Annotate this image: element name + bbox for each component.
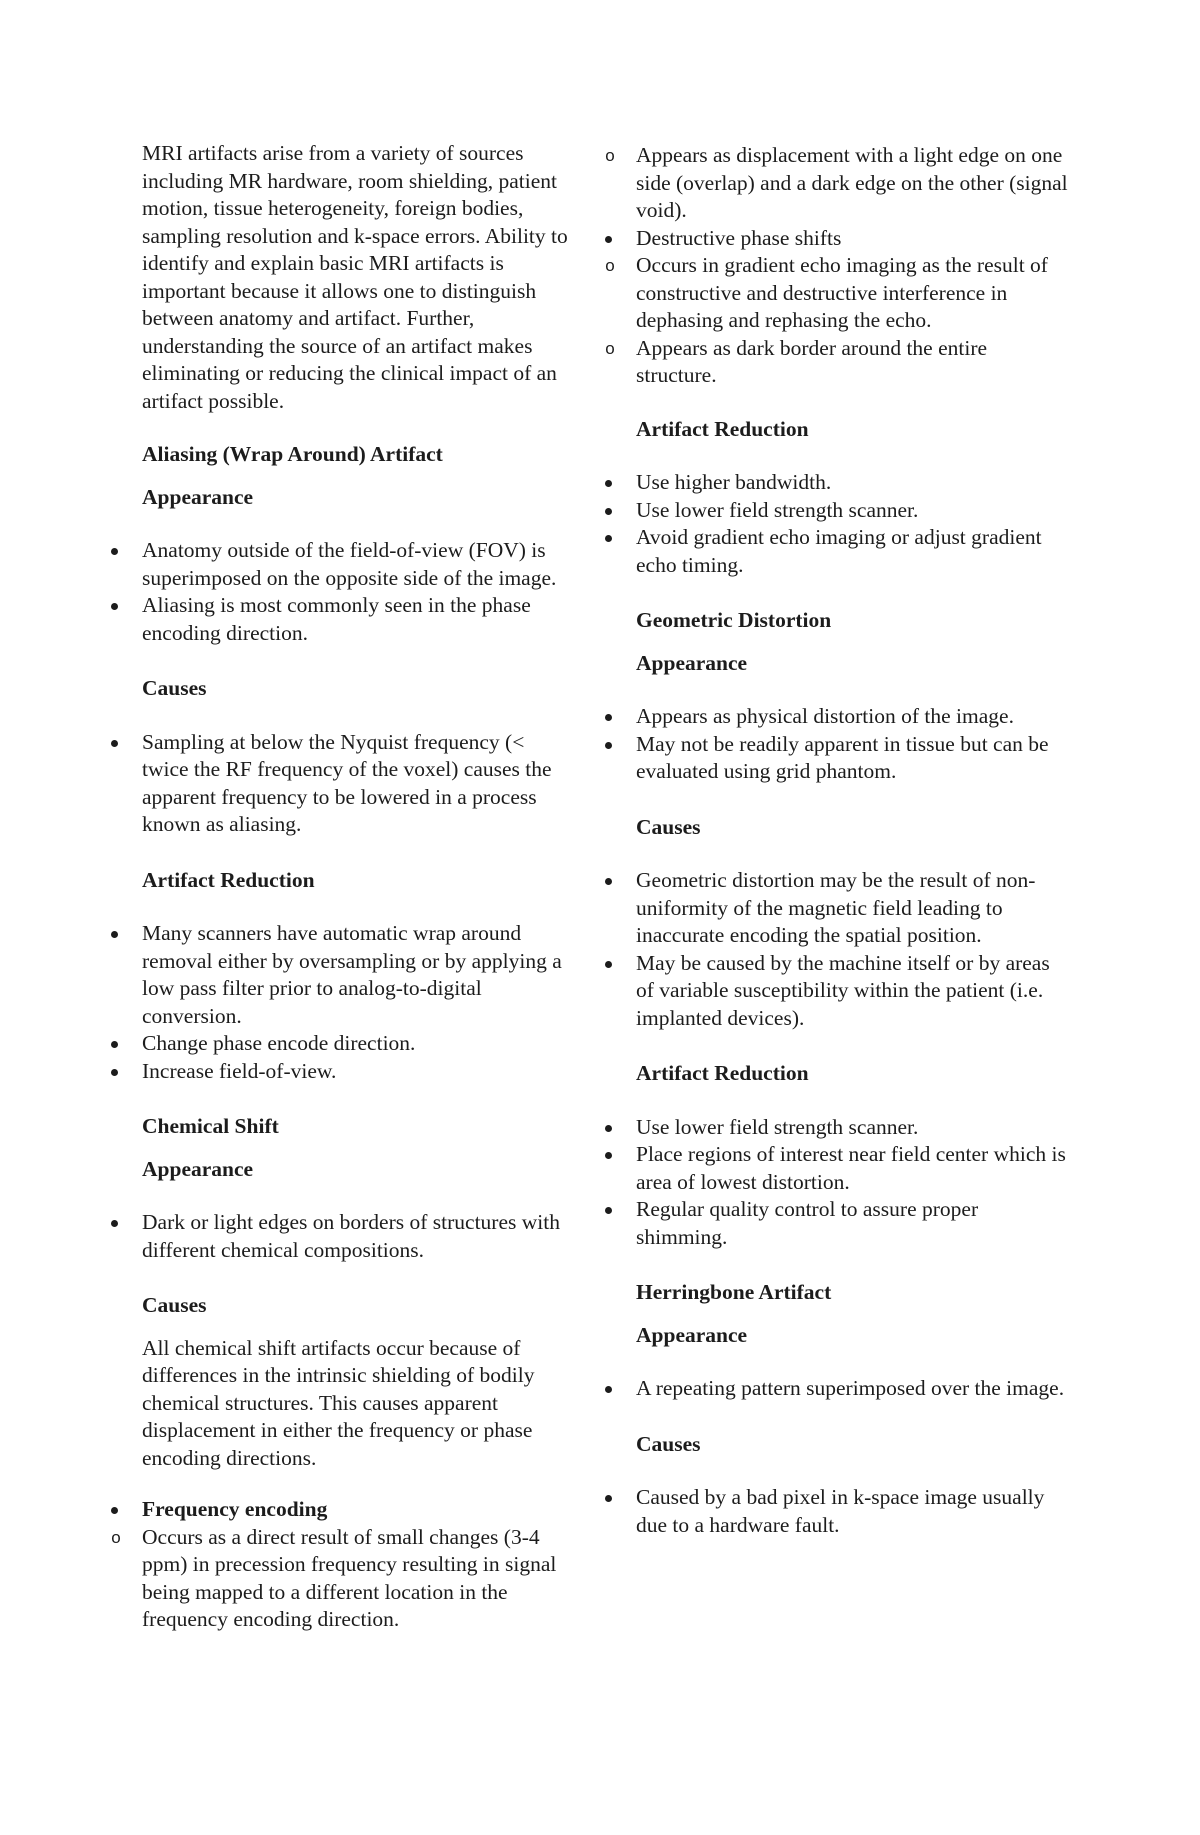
chemical-causes-text: All chemical shift artifacts occur because of differences in the intrinsic shielding of bodily chemical structures. This causes apparent displacement in either the frequency or phase encoding directions. [142, 1335, 535, 1470]
aliasing-appearance-heading: Appearance [142, 484, 254, 509]
list-item: Appears as physical distortion of the image. [636, 704, 1014, 728]
list-item: o Occurs in gradient echo imaging as the result of constructive and destructive interference in dephasing and rephasing the echo. [600, 252, 1070, 335]
herringbone-causes-list [600, 1484, 1070, 1539]
herringbone-appearance-list [600, 1375, 1070, 1403]
list-item: Frequency encoding [142, 1497, 328, 1521]
geometric-reduction-list [600, 1114, 1070, 1252]
list-item: Geometric distortion may be the result of non-uniformity of the magnetic field leading to inaccurate encoding the spatial position. [636, 868, 1036, 947]
aliasing-causes-list [106, 729, 576, 839]
list-item: Use lower field strength scanner. [636, 497, 919, 522]
aliasing-reduction-heading: Artifact Reduction [142, 867, 315, 892]
circle-bullet-icon: o [605, 256, 615, 275]
circle-bullet-icon: o [605, 146, 615, 165]
geometric-causes-heading: Causes [636, 814, 701, 839]
list-item: Anatomy outside of the field-of-view (FOV) is superimposed on the opposite side of the image. [142, 538, 557, 590]
chemical-reduction-list [600, 469, 1070, 579]
aliasing-appearance-list [106, 537, 576, 647]
list-item: Regular quality control to assure proper shimming. [636, 1197, 979, 1249]
frequency-encoding-list [106, 1496, 576, 1634]
circle-bullet-icon: o [111, 1527, 121, 1547]
chemical-reduction-heading: Artifact Reduction [636, 416, 809, 441]
list-item: o Appears as displacement with a light edge on one side (overlap) and a dark edge on the other (signal void). [600, 142, 1070, 225]
aliasing-reduction-list [106, 920, 576, 1085]
aliasing-title: Aliasing (Wrap Around) Artifact [142, 442, 443, 466]
left-column [106, 140, 576, 1662]
geometric-appearance-list [600, 703, 1070, 786]
chemical-shift-title: Chemical Shift [142, 1114, 279, 1138]
list-item: Increase field-of-view. [142, 1058, 337, 1083]
list-item: o Occurs as a direct result of small changes (3-4 ppm) in precession frequency resulting in signal being mapped to a different location in the frequency encoding direction. [106, 1524, 576, 1634]
herringbone-title: Herringbone Artifact [636, 1280, 832, 1304]
list-item: Place regions of interest near field center which is area of lowest distortion. [636, 1142, 1066, 1194]
chemical-shift-continued-list [600, 142, 1070, 390]
list-item: Use lower field strength scanner. [636, 1114, 919, 1139]
herringbone-appearance-heading: Appearance [636, 1322, 748, 1347]
list-item: Change phase encode direction. [142, 1031, 416, 1055]
list-item: Avoid gradient echo imaging or adjust gradient echo timing. [636, 525, 1042, 577]
list-item: Dark or light edges on borders of structures with different chemical compositions. [142, 1210, 560, 1262]
aliasing-causes-heading: Causes [142, 676, 207, 700]
circle-bullet-icon: o [605, 338, 615, 358]
geometric-appearance-heading: Appearance [636, 650, 748, 675]
chemical-causes-heading: Causes [142, 1293, 207, 1317]
list-item: Destructive phase shifts [636, 225, 842, 250]
list-item: Sampling at below the Nyquist frequency (< twice the RF frequency of the voxel) causes the apparent frequency to be lowered in a process known as aliasing. [142, 729, 552, 836]
right-column [600, 142, 1070, 1567]
list-item: May be caused by the machine itself or by areas of variable susceptibility within the patient (i.e. implanted devices). [636, 950, 1050, 1030]
chemical-appearance-heading: Appearance [142, 1156, 254, 1181]
list-item: May not be readily apparent in tissue but can be evaluated using grid phantom. [636, 731, 1049, 783]
intro-paragraph: MRI artifacts arise from a variety of sources including MR hardware, room shielding, patient motion, tissue heterogeneity, foreign bodies, sampling resolution and k-space errors. Ability to identify and explain basic MRI artifacts is important because it allows one to distinguish between anatomy and artifact. Further, understanding the source of an artifact makes eliminating or reducing the clinical impact of an artifact possible. [142, 141, 568, 413]
list-item: Caused by a bad pixel in k-space image usually due to a hardware fault. [636, 1485, 1045, 1537]
geometric-reduction-heading: Artifact Reduction [636, 1061, 809, 1085]
geometric-distortion-title: Geometric Distortion [636, 608, 832, 632]
list-item: Aliasing is most commonly seen in the phase encoding direction. [142, 593, 531, 645]
herringbone-causes-heading: Causes [636, 1431, 701, 1456]
list-item: o Appears as dark border around the entire structure. [600, 335, 1070, 390]
list-item: A repeating pattern superimposed over the image. [636, 1376, 1065, 1400]
chemical-appearance-list [106, 1209, 576, 1264]
geometric-causes-list [600, 867, 1070, 1032]
list-item: Use higher bandwidth. [636, 470, 832, 494]
list-item: Many scanners have automatic wrap around removal either by oversampling or by applying a low pass filter prior to analog-to-digital conversion. [142, 921, 562, 1028]
